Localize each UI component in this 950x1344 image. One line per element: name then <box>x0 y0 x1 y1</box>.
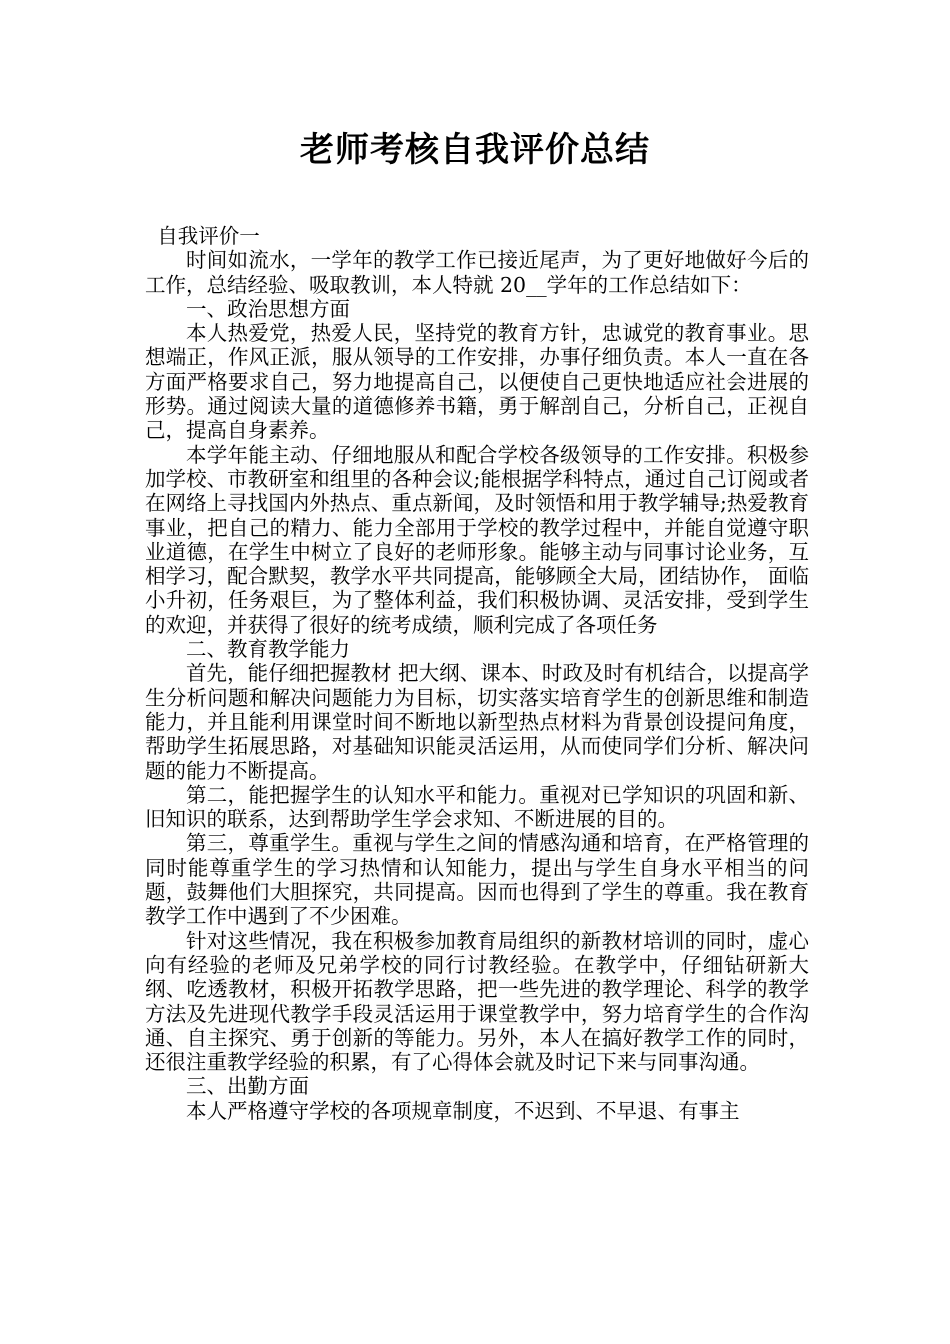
paragraph: 本学年能主动、仔细地服从和配合学校各级领导的工作安排。积极参加学校、市教研室和组里的各种会议;能根据学科特点，通过自己订阅或者在网络上寻找国内外热点、重点新闻，及时领悟和用于教学辅导;热爱教育事业，把自己的精力、能力全部用于学校的教学过程中，并能自觉遵守职业道德，在学生中树立了良好的老师形象。能够主动与同事讨论业务，互相学习，配合默契，教学水平共同提高，能够顾全大局，团结协作， 面临小升初，任务艰巨，为了整体利益，我们积极协调、灵活安排，受到学生的欢迎，并获得了很好的统考成绩，顺利完成了各项任务 <box>145 442 809 637</box>
section-heading-politics: 一、政治思想方面 <box>186 296 350 321</box>
section-heading-attendance: 三、出勤方面 <box>186 1074 309 1099</box>
document-title: 老师考核自我评价总结 <box>300 130 650 170</box>
paragraph: 本人热爱党，热爱人民，坚持党的教育方针，忠诚党的教育事业。思想端正，作风正派，服从领导的工作安排，办事仔细负责。本人一直在各方面严格要求自己，努力地提高自己，以便使自己更快地适应社会进展的形势。通过阅读大量的道德修养书籍，勇于解剖自己，分析自己，正视自己，提高自身素养。 <box>145 321 809 443</box>
section-heading-teaching: 二、教育教学能力 <box>186 637 350 662</box>
paragraph: 第三，尊重学生。重视与学生之间的情感沟通和培育，在严格管理的同时能尊重学生的学习热情和认知能力，提出与学生自身水平相当的问题，鼓舞他们大胆探究，共同提高。因而也得到了学生的尊重。我在教育教学工作中遇到了不少困难。 <box>145 831 809 929</box>
paragraph: 针对这些情况，我在积极参加教育局组织的新教材培训的同时，虚心向有经验的老师及兄弟学校的同行讨教经验。在教学中，仔细钻研新大纲、吃透教材，积极开拓教学思路，把一些先进的教学理论、科学的教学方法及先进现代教学手段灵活运用于课堂教学中，努力培育学生的合作沟通、自主探究、勇于创新的等能力。另外，本人在搞好教学工作的同时，还很注重教学经验的积累，有了心得体会就及时记下来与同事沟通。 <box>145 928 809 1075</box>
paragraph: 首先，能仔细把握教材 把大纲、课本、时政及时有机结合，以提高学生分析问题和解决问题能力为目标，切实落实培育学生的创新思维和制造能力，并且能利用课堂时间不断地以新型热点材料为背景创设提问角度，帮助学生拓展思路，对基础知识能灵活运用，从而使同学们分析、解决问题的能力不断提高。 <box>145 661 809 783</box>
section-label: 自我评价一 <box>157 224 260 248</box>
document-body <box>145 224 809 1123</box>
paragraph: 本人严格遵守学校的各项规章制度，不迟到、不早退、有事主 <box>186 1098 740 1123</box>
paragraph: 第二，能把握学生的认知水平和能力。重视对已学知识的巩固和新、旧知识的联系，达到帮助学生学会求知、不断进展的目的。 <box>145 782 809 832</box>
paragraph-intro: 时间如流水，一学年的教学工作已接近尾声，为了更好地做好今后的工作，总结经验、吸取教训，本人特就 20__学年的工作总结如下： <box>145 248 809 297</box>
